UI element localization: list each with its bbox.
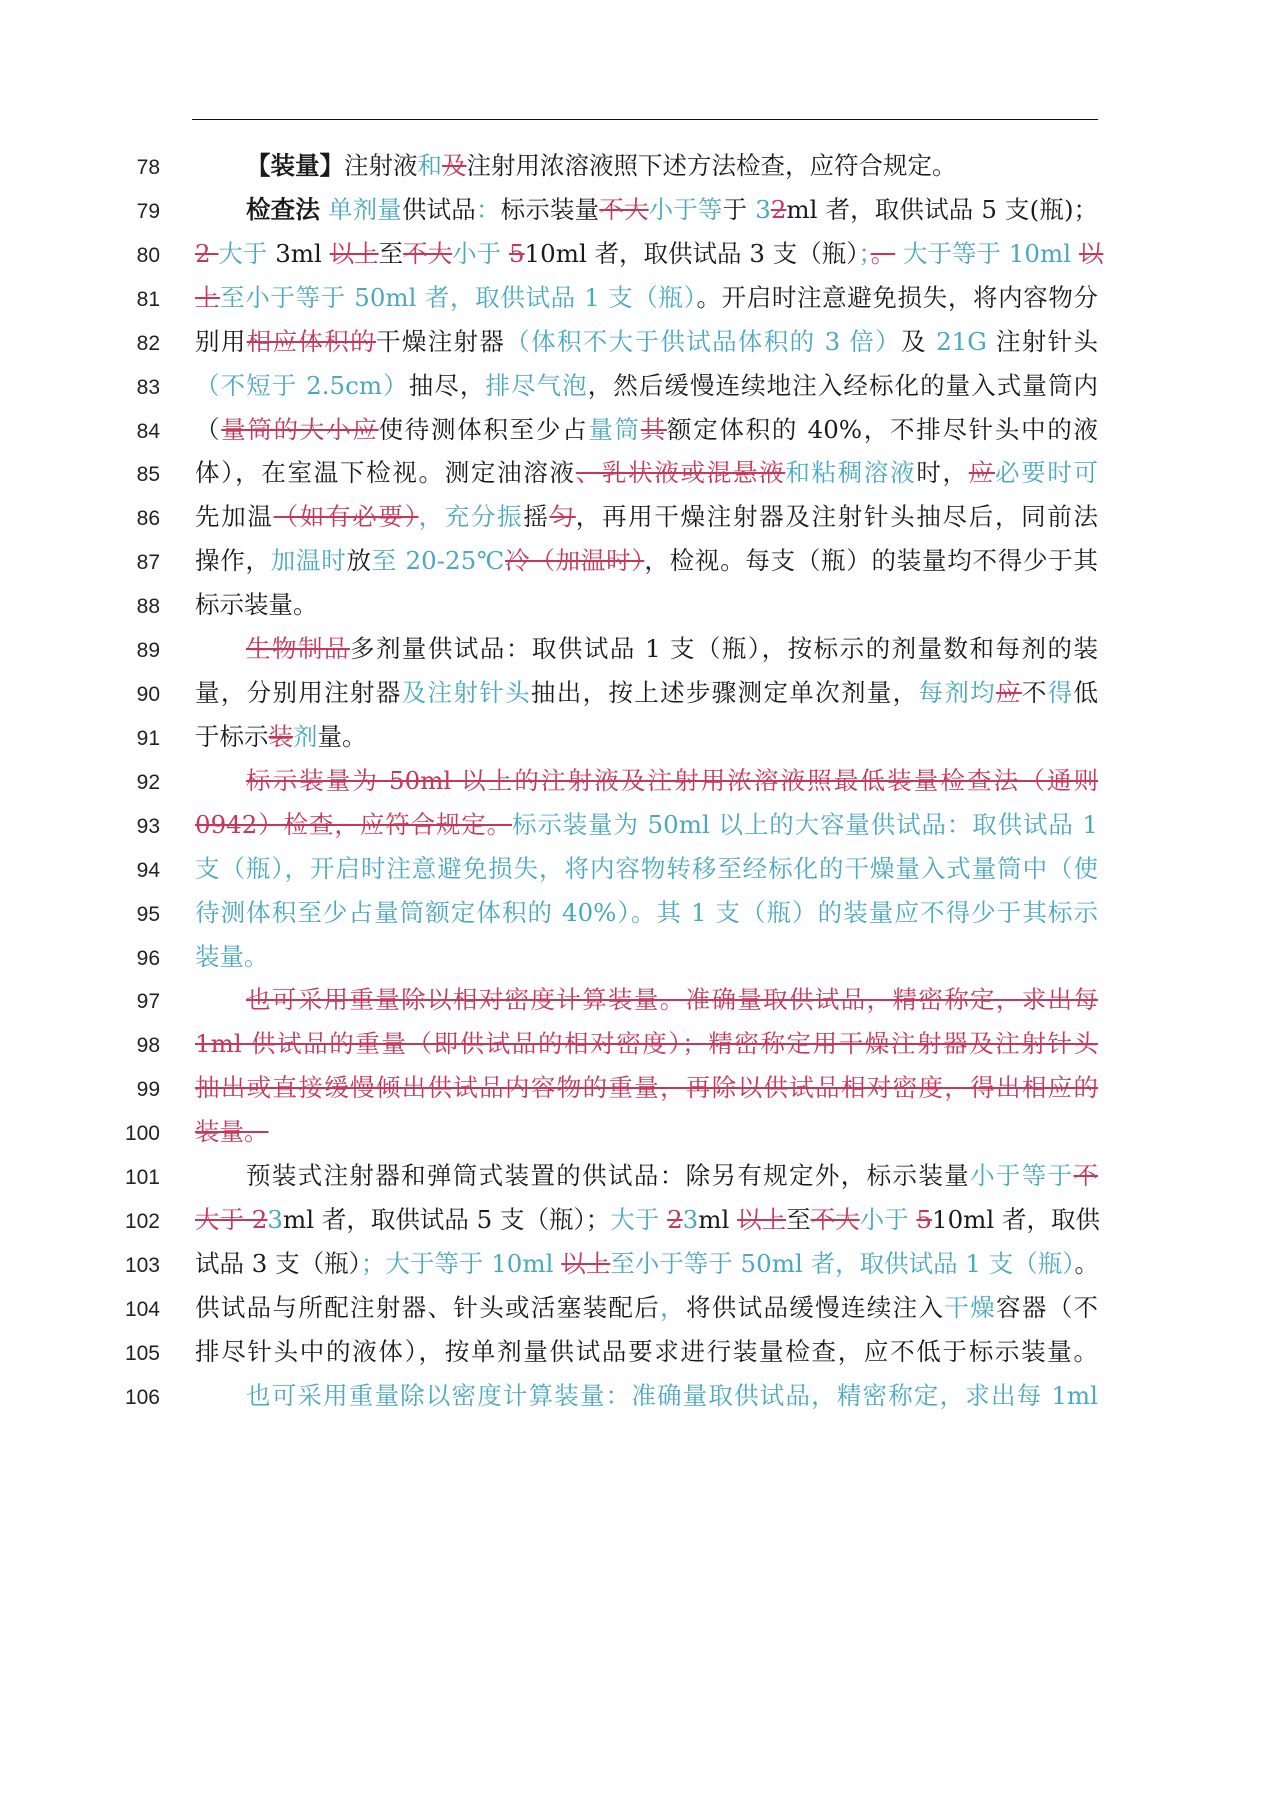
- inserted-text: 待测体积至少占量筒额定体积的 40%）。其 1 支（瓶）的装量应不得少于其标示: [195, 897, 1098, 927]
- document-line: [0, 408, 1280, 458]
- text-run: 注射针头: [986, 326, 1099, 356]
- line-text: [246, 629, 1098, 669]
- deleted-text: 5: [916, 1205, 932, 1235]
- document-line: [0, 276, 1280, 326]
- document-line: [0, 583, 1280, 633]
- deleted-text: 装量。: [195, 1117, 269, 1147]
- deleted-text: 不大: [599, 194, 649, 224]
- text-run: 至: [786, 1205, 811, 1235]
- bold-heading: 【装量】: [246, 151, 344, 180]
- line-number: 103: [124, 1254, 160, 1277]
- inserted-text: 装量。: [195, 941, 269, 971]
- line-number: 101: [124, 1166, 160, 1190]
- text-run: ml 者，取供试品 5 支(瓶)；: [786, 194, 1099, 224]
- inserted-text: 21G: [936, 326, 987, 356]
- line-text: [195, 410, 1098, 450]
- line-number: 102: [124, 1210, 160, 1234]
- document-line: [0, 1374, 1280, 1424]
- inserted-text: ：: [475, 194, 501, 224]
- deleted-text: 及: [442, 151, 467, 180]
- inserted-text: （体积不大于供试品体积的 3 倍）: [505, 326, 902, 356]
- text-run: ml: [698, 1205, 738, 1235]
- text-run: 不: [1021, 678, 1048, 708]
- line-text: [195, 1288, 1098, 1328]
- document-line: [0, 759, 1280, 809]
- text-run: ml 者，取供试品 5 支（瓶）；: [282, 1205, 611, 1235]
- line-text: [195, 1024, 1098, 1064]
- document-line: [0, 188, 1280, 238]
- deleted-text: 量筒的大小应: [221, 414, 379, 444]
- line-text: [246, 1376, 1098, 1416]
- deleted-text: 2: [195, 238, 219, 268]
- document-line: [0, 627, 1280, 677]
- line-number: 83: [136, 375, 160, 399]
- document-line: [0, 1330, 1280, 1380]
- line-text: [195, 805, 1098, 845]
- text-run: 干燥注射器: [375, 326, 506, 356]
- line-text: [246, 761, 1098, 801]
- document-line: [0, 978, 1280, 1028]
- inserted-text: 单剂量: [320, 194, 402, 224]
- text-run: 容器（不: [996, 1292, 1099, 1322]
- text-run: 摇: [523, 502, 550, 532]
- line-number: 91: [136, 726, 160, 750]
- document-line: [0, 1242, 1280, 1292]
- document-line: [0, 320, 1280, 370]
- text-run: （: [195, 414, 222, 444]
- document-line: [0, 671, 1280, 721]
- line-text: [195, 673, 1098, 713]
- line-number: 82: [136, 331, 160, 355]
- deleted-text: 1ml 供试品的重量（即供试品的相对密度）；精密称定用干燥注射器及注射针头: [195, 1029, 1098, 1059]
- inserted-text: 小于等: [648, 194, 723, 224]
- line-text: [195, 937, 269, 977]
- line-text: [195, 1244, 1098, 1284]
- text-run: 。开启时注意避免损失，将内容物分: [696, 282, 1099, 312]
- text-run: 先加温: [195, 502, 274, 532]
- line-number: 93: [136, 814, 160, 838]
- inserted-text: （不短于 2.5cm）: [195, 370, 409, 400]
- document-line: [0, 1022, 1280, 1072]
- line-text: [195, 849, 1098, 889]
- line-number: 87: [136, 551, 160, 575]
- inserted-text: 小于: [859, 1205, 917, 1235]
- deleted-text: 抽出或直接缓慢倾出供试品内容物的重量，再除以供试品相对密度，得出相应的: [195, 1073, 1098, 1103]
- text-run: ，检视。每支（瓶）的装量均不得少于其: [644, 546, 1099, 576]
- line-text: [195, 1332, 1098, 1372]
- deleted-text: 5: [508, 238, 525, 268]
- deleted-text: 也可采用重量除以相对密度计算装量。准确量取供试品，精密称定，求出每: [246, 985, 1098, 1015]
- text-run: 标示装量。: [195, 590, 318, 620]
- inserted-text: 大于: [218, 238, 276, 268]
- line-number: 85: [136, 463, 160, 487]
- text-run: 3ml: [275, 238, 330, 268]
- document-line: [0, 803, 1280, 853]
- deleted-text: 2: [770, 194, 787, 224]
- line-number: 92: [136, 770, 160, 794]
- inserted-text: 至小于等于 50ml 者，取供试品 1 支（瓶）: [610, 1249, 1075, 1278]
- deleted-text: 其: [640, 414, 668, 444]
- deleted-text: 冷（加温时）: [505, 546, 645, 576]
- line-text: [195, 1112, 269, 1152]
- document-line: [0, 891, 1280, 941]
- inserted-text: ；: [858, 238, 871, 268]
- deleted-text: 标示装量为 50ml 以上的注射液及注射用浓溶液照最低装量检查法（通则: [246, 765, 1098, 795]
- deleted-text: 、乳状液或混悬液: [575, 458, 786, 488]
- header-rule: [192, 119, 1098, 120]
- inserted-text: 支（瓶），开启时注意避免损失，将内容物转移至经标化的干燥量入式量筒中（使: [195, 853, 1098, 883]
- deleted-text: 上: [195, 282, 221, 312]
- inserted-text: 3: [682, 1205, 699, 1235]
- deleted-text: 应: [996, 678, 1022, 708]
- text-run: ，然后缓慢连续地注入经标化的量入式量筒内: [587, 370, 1099, 400]
- text-run: 注射用浓溶液照下述方法检查，应符合规定。: [466, 151, 957, 180]
- text-run: 至: [378, 238, 404, 268]
- text-run: 注射液: [344, 151, 418, 180]
- line-number: 79: [136, 199, 160, 223]
- line-number: 90: [136, 683, 160, 707]
- inserted-text: 剂: [293, 721, 318, 751]
- deleted-text: 生物制品: [246, 634, 350, 664]
- document-line: [0, 1286, 1280, 1336]
- deleted-text: 不大: [810, 1205, 860, 1235]
- line-number: 88: [136, 595, 160, 619]
- text-run: 操作，: [195, 546, 271, 576]
- document-line: [0, 495, 1280, 545]
- inserted-text: 大于: [610, 1205, 668, 1235]
- inserted-text: 至小于等于 50ml 者，取供试品 1 支（瓶）: [220, 282, 697, 312]
- text-run: 10ml 者，取供试品 3 支（瓶）: [524, 238, 859, 268]
- line-text: [195, 453, 1098, 493]
- deleted-text: 。: [870, 238, 896, 268]
- document-line: [0, 451, 1280, 501]
- text-run: 抽尽，: [408, 370, 486, 400]
- line-number: 106: [124, 1385, 160, 1409]
- text-run: 及: [901, 326, 937, 356]
- document-line: [0, 539, 1280, 589]
- deleted-text: 以: [1078, 238, 1104, 268]
- inserted-text: 3: [755, 194, 771, 224]
- inserted-text: ；大于等于 10ml: [360, 1249, 562, 1278]
- deleted-text: 装: [268, 721, 293, 751]
- document-line: [0, 232, 1280, 282]
- line-number: 80: [136, 243, 160, 267]
- inserted-text: ，: [660, 1292, 686, 1322]
- line-number: 84: [136, 419, 160, 443]
- deleted-text: 以上: [737, 1205, 787, 1235]
- line-number: 98: [136, 1034, 160, 1058]
- line-text: [195, 717, 367, 757]
- text-run: ，再用干燥注射器及注射针头抽尽后，同前法: [575, 502, 1099, 532]
- text-run: 将供试品缓慢连续注入: [685, 1292, 945, 1322]
- text-run: 放: [346, 546, 372, 576]
- line-text: [246, 146, 957, 186]
- line-text: [195, 497, 1098, 537]
- inserted-text: 及注射针头: [401, 678, 531, 708]
- inserted-text: 标示装量为 50ml 以上的大容量供试品：取供试品 1: [512, 809, 1098, 839]
- line-number: 97: [136, 990, 160, 1014]
- text-run: 额定体积的 40%，不排尽针头中的液: [667, 414, 1099, 444]
- document-line: [0, 144, 1280, 194]
- inserted-text: 也可采用重量除以密度计算装量：准确量取供试品，精密称定，求出每 1ml: [246, 1380, 1098, 1410]
- line-text: [195, 893, 1098, 933]
- inserted-text: 每剂均: [918, 678, 997, 708]
- inserted-text: 量筒: [588, 414, 641, 444]
- text-run: 体），在室温下检视。测定油溶液: [195, 458, 576, 488]
- text-run: 排尽针头中的液体），按单剂量供试品要求进行装量检查，应不低于标示装量。: [195, 1336, 1098, 1366]
- line-text: [195, 366, 1098, 406]
- inserted-text: 和: [417, 151, 442, 180]
- deleted-text: 应: [968, 458, 995, 488]
- document-line: [0, 1198, 1280, 1248]
- line-number: 94: [136, 858, 160, 882]
- line-number: 78: [136, 156, 160, 179]
- text-run: 量。: [317, 721, 367, 751]
- line-number: 105: [124, 1341, 160, 1365]
- line-text: [195, 541, 1098, 581]
- text-run: 别用: [195, 326, 247, 356]
- inserted-text: 和粘稠溶液: [785, 458, 917, 488]
- text-run: 供试品与所配注射器、针头或活塞装配后: [195, 1292, 661, 1322]
- text-run: 时，: [916, 458, 969, 488]
- line-number: 104: [124, 1297, 160, 1321]
- bold-heading: 检查法: [246, 194, 320, 224]
- text-run: 多剂量供试品：取供试品 1 支（瓶），按标示的剂量数和每剂的装: [349, 634, 1098, 664]
- text-run: 量，分别用注射器: [195, 678, 402, 708]
- inserted-text: ，充分振: [418, 502, 524, 532]
- line-number: 81: [136, 287, 160, 311]
- document-line: [0, 935, 1280, 985]
- deleted-text: 匀: [549, 502, 576, 532]
- line-text: [195, 585, 318, 625]
- line-number: 96: [136, 946, 160, 970]
- inserted-text: 大于等于 10ml: [895, 238, 1079, 268]
- line-number: 95: [136, 902, 160, 926]
- deleted-text: 0942）检查，应符合规定。: [195, 809, 512, 839]
- deleted-text: （如有必要）: [273, 502, 419, 532]
- document-line: [0, 847, 1280, 897]
- inserted-text: 必要时可: [994, 458, 1099, 488]
- document-line: [0, 1154, 1280, 1204]
- text-run: 供试品: [401, 194, 476, 224]
- inserted-text: 得: [1047, 678, 1074, 708]
- text-run: 于标示: [195, 721, 269, 751]
- line-number: 99: [136, 1078, 160, 1102]
- inserted-text: 加温时: [270, 546, 347, 576]
- text-run: 于: [722, 194, 756, 224]
- line-text: [195, 1068, 1098, 1108]
- inserted-text: 排尽气泡: [485, 370, 588, 400]
- line-text: [246, 980, 1098, 1020]
- line-text: [246, 1156, 1098, 1196]
- line-text: [246, 190, 1098, 230]
- deleted-text: 2: [667, 1205, 683, 1235]
- text-run: 使待测体积至少占: [378, 414, 589, 444]
- deleted-text: 不大: [403, 238, 453, 268]
- inserted-text: 小于等于: [970, 1161, 1074, 1191]
- document-line: [0, 1066, 1280, 1116]
- text-run: 试品 3 支（瓶）: [195, 1249, 361, 1278]
- text-run: 。: [1074, 1249, 1099, 1278]
- inserted-text: 小于: [452, 238, 509, 268]
- deleted-text: 不: [1073, 1161, 1098, 1191]
- line-text: [195, 322, 1098, 362]
- inserted-text: 干燥: [944, 1292, 997, 1322]
- line-text: [195, 278, 1098, 318]
- line-number: 100: [124, 1122, 160, 1146]
- inserted-text: 至 20-25℃: [371, 546, 506, 576]
- line-number: 89: [136, 639, 160, 663]
- text-run: 抽出，按上述步骤测定单次剂量，: [530, 678, 919, 708]
- line-number: 86: [136, 507, 160, 531]
- text-run: 标示装量: [500, 194, 600, 224]
- text-run: 10ml 者，取供: [932, 1205, 1101, 1235]
- deleted-text: 大于 2: [195, 1205, 268, 1235]
- text-run: 低: [1073, 678, 1099, 708]
- document-line: [0, 715, 1280, 765]
- line-text: [195, 1200, 1101, 1240]
- deleted-text: 以上: [329, 238, 379, 268]
- inserted-text: 3: [267, 1205, 283, 1235]
- line-text: [195, 234, 1104, 274]
- document-line: [0, 1110, 1280, 1160]
- deleted-text: 相应体积的: [246, 326, 376, 356]
- deleted-text: 以上: [561, 1249, 611, 1278]
- document-line: [0, 364, 1280, 414]
- text-run: 预装式注射器和弹筒式装置的供试品：除另有规定外，标示装量: [246, 1161, 971, 1191]
